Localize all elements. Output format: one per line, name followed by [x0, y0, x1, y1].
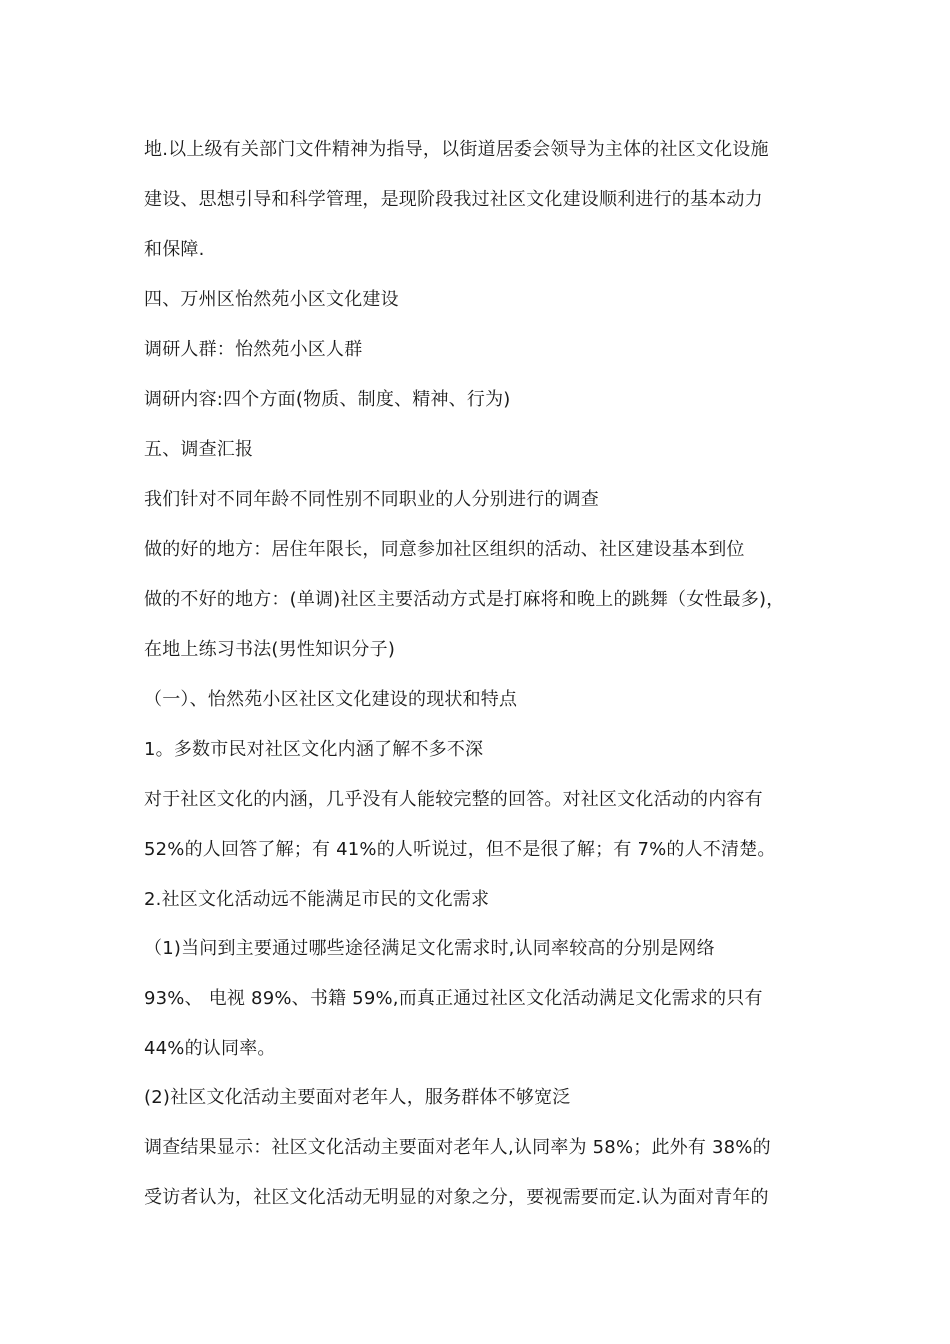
- text-line: 52%的人回答了解；有 41%的人听说过，但不是很了解；有 7%的人不清楚。: [144, 839, 776, 860]
- text-line: 调查结果显示：社区文化活动主要面对老年人,认同率为 58%；此外有 38%的: [144, 1137, 771, 1158]
- text-line: 调研人群：怡然苑小区人群: [144, 339, 363, 360]
- text-line: 44%的认同率。: [144, 1038, 276, 1059]
- text-line: 我们针对不同年龄不同性别不同职业的人分别进行的调查: [144, 489, 599, 510]
- text-line: 建设、思想引导和科学管理，是现阶段我过社区文化建设顺利进行的基本动力: [144, 189, 763, 210]
- text-line: 1。多数市民对社区文化内涵了解不多不深: [144, 739, 484, 760]
- subsection-heading: （一）、怡然苑小区社区文化建设的现状和特点: [144, 689, 518, 710]
- text-line: 对于社区文化的内涵，几乎没有人能较完整的回答。对社区文化活动的内容有: [144, 789, 763, 810]
- text-line: 做的好的地方：居住年限长，同意参加社区组织的活动、社区建设基本到位: [144, 539, 745, 560]
- text-line: 地.以上级有关部门文件精神为指导，以街道居委会领导为主体的社区文化设施: [144, 139, 769, 160]
- text-line: 2.社区文化活动远不能满足市民的文化需求: [144, 889, 490, 910]
- text-line: (2)社区文化活动主要面对老年人，服务群体不够宽泛: [144, 1087, 571, 1108]
- section-heading: 四、万州区怡然苑小区文化建设: [144, 289, 399, 310]
- text-line: （1)当问到主要通过哪些途径满足文化需求时,认同率较高的分别是网络: [144, 938, 715, 959]
- text-line: 受访者认为，社区文化活动无明显的对象之分，要视需要而定.认为面对青年的: [144, 1187, 769, 1208]
- text-line: 调研内容:四个方面(物质、制度、精神、行为): [144, 389, 511, 410]
- text-line: 做的不好的地方：(单调)社区主要活动方式是打麻将和晚上的跳舞（女性最多)，: [144, 589, 785, 610]
- text-line: 在地上练习书法(男性知识分子): [144, 639, 396, 660]
- text-line: 和保障.: [144, 239, 205, 260]
- text-line: 93%、 电视 89%、书籍 59%,而真正通过社区文化活动满足文化需求的只有: [144, 988, 763, 1009]
- section-heading: 五、调查汇报: [144, 439, 254, 460]
